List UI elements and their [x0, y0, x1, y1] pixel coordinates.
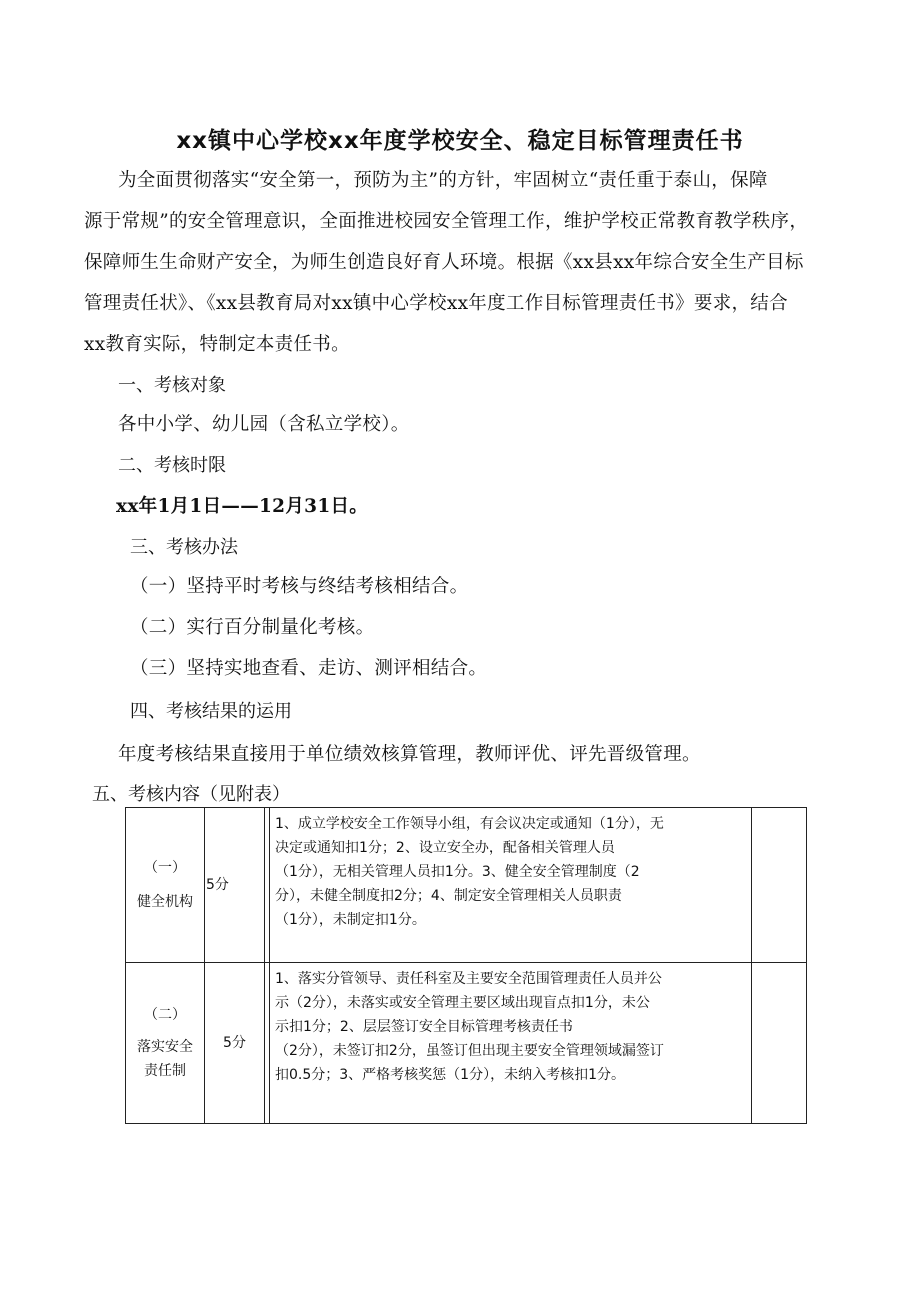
criteria-line: （1分），无相关管理人员扣1分。3、健全安全管理制度（2: [275, 864, 640, 880]
criteria-line: 决定或通知扣1分；2、设立安全办，配备相关管理人员: [275, 840, 615, 856]
intro-line-3: 保障师生生命财产安全，为师生创造良好育人环境。根据《xx县xx年综合安全生产目标: [84, 252, 804, 273]
section-3-item-2: （二）实行百分制量化考核。: [130, 617, 375, 638]
intro-line-1: 为全面贯彻落实“安全第一，预防为主”的方针，牢固树立“责任重于泰山，保障: [118, 170, 768, 191]
criteria-line: 扣0.5分；3、严格考核奖惩（1分），未纳入考核扣1分。: [275, 1067, 625, 1083]
section-4-heading: 四、考核结果的运用: [130, 701, 292, 722]
criteria-line: （1分），未制定扣1分。: [275, 912, 426, 928]
item-name-line-1: 落实安全: [137, 1039, 193, 1055]
item-number: （二）: [144, 1007, 186, 1023]
assessment-table: [125, 807, 807, 1124]
criteria-line: （2分），未签订扣2分，虽签订但出现主要安全管理领域漏签订: [275, 1043, 664, 1059]
criteria-cell: [265, 963, 752, 1124]
table-row: [126, 808, 807, 963]
score-value: 5分: [206, 877, 229, 893]
criteria-line: 1、成立学校安全工作领导小组，有会议决定或通知（1分），无: [275, 816, 664, 832]
section-1-heading: 一、考核对象: [118, 375, 226, 396]
remark-cell: [752, 963, 807, 1124]
score-value: 5分: [223, 1035, 246, 1051]
intro-line-4: 管理责任状》、《xx县教育局对xx镇中心学校xx年度工作目标管理责任书》要求，结合: [84, 293, 788, 314]
section-5-heading: 五、考核内容（见附表）: [92, 784, 290, 805]
item-label-cell: [126, 963, 205, 1124]
criteria-line: 示扣1分；2、层层签订安全目标管理考核责任书: [275, 1019, 573, 1035]
section-3-item-1: （一）坚持平时考核与终结考核相结合。: [130, 576, 469, 597]
section-4-text: 年度考核结果直接用于单位绩效核算管理，教师评优、评先晋级管理。: [118, 744, 701, 765]
criteria-line: 示（2分），未落实或安全管理主要区域出现盲点扣1分，未公: [275, 995, 650, 1011]
score-cell: [205, 963, 265, 1124]
page-title: xx镇中心学校xx年度学校安全、稳定目标管理责任书: [176, 128, 744, 154]
section-1-text: 各中小学、幼儿园（含私立学校）。: [118, 414, 410, 435]
intro-line-5: xx教育实际，特制定本责任书。: [84, 334, 350, 355]
section-3-item-3: （三）坚持实地查看、走访、测评相结合。: [130, 658, 488, 679]
intro-line-2: 源于常规”的安全管理意识，全面推进校园安全管理工作，维护学校正常教育教学秩序，: [84, 211, 809, 232]
criteria-line: 分），未健全制度扣2分；4、制定安全管理相关人员职责: [275, 888, 622, 904]
table-row: [126, 963, 807, 1124]
inner-divider: [269, 963, 270, 1123]
item-name-line-2: 责任制: [144, 1063, 186, 1079]
item-name: 健全机构: [137, 894, 193, 910]
section-2-heading: 二、考核时限: [118, 455, 226, 476]
section-2-text: xx年1月1日——12月31日。: [116, 496, 369, 517]
item-label-cell: [126, 808, 205, 963]
criteria-cell: [265, 808, 752, 963]
section-3-heading: 三、考核办法: [130, 537, 238, 558]
item-number: （一）: [144, 860, 186, 876]
criteria-line: 1、落实分管领导、责任科室及主要安全范围管理责任人员并公: [275, 971, 662, 987]
inner-divider: [269, 808, 270, 962]
score-cell: [205, 808, 265, 963]
remark-cell: [752, 808, 807, 963]
